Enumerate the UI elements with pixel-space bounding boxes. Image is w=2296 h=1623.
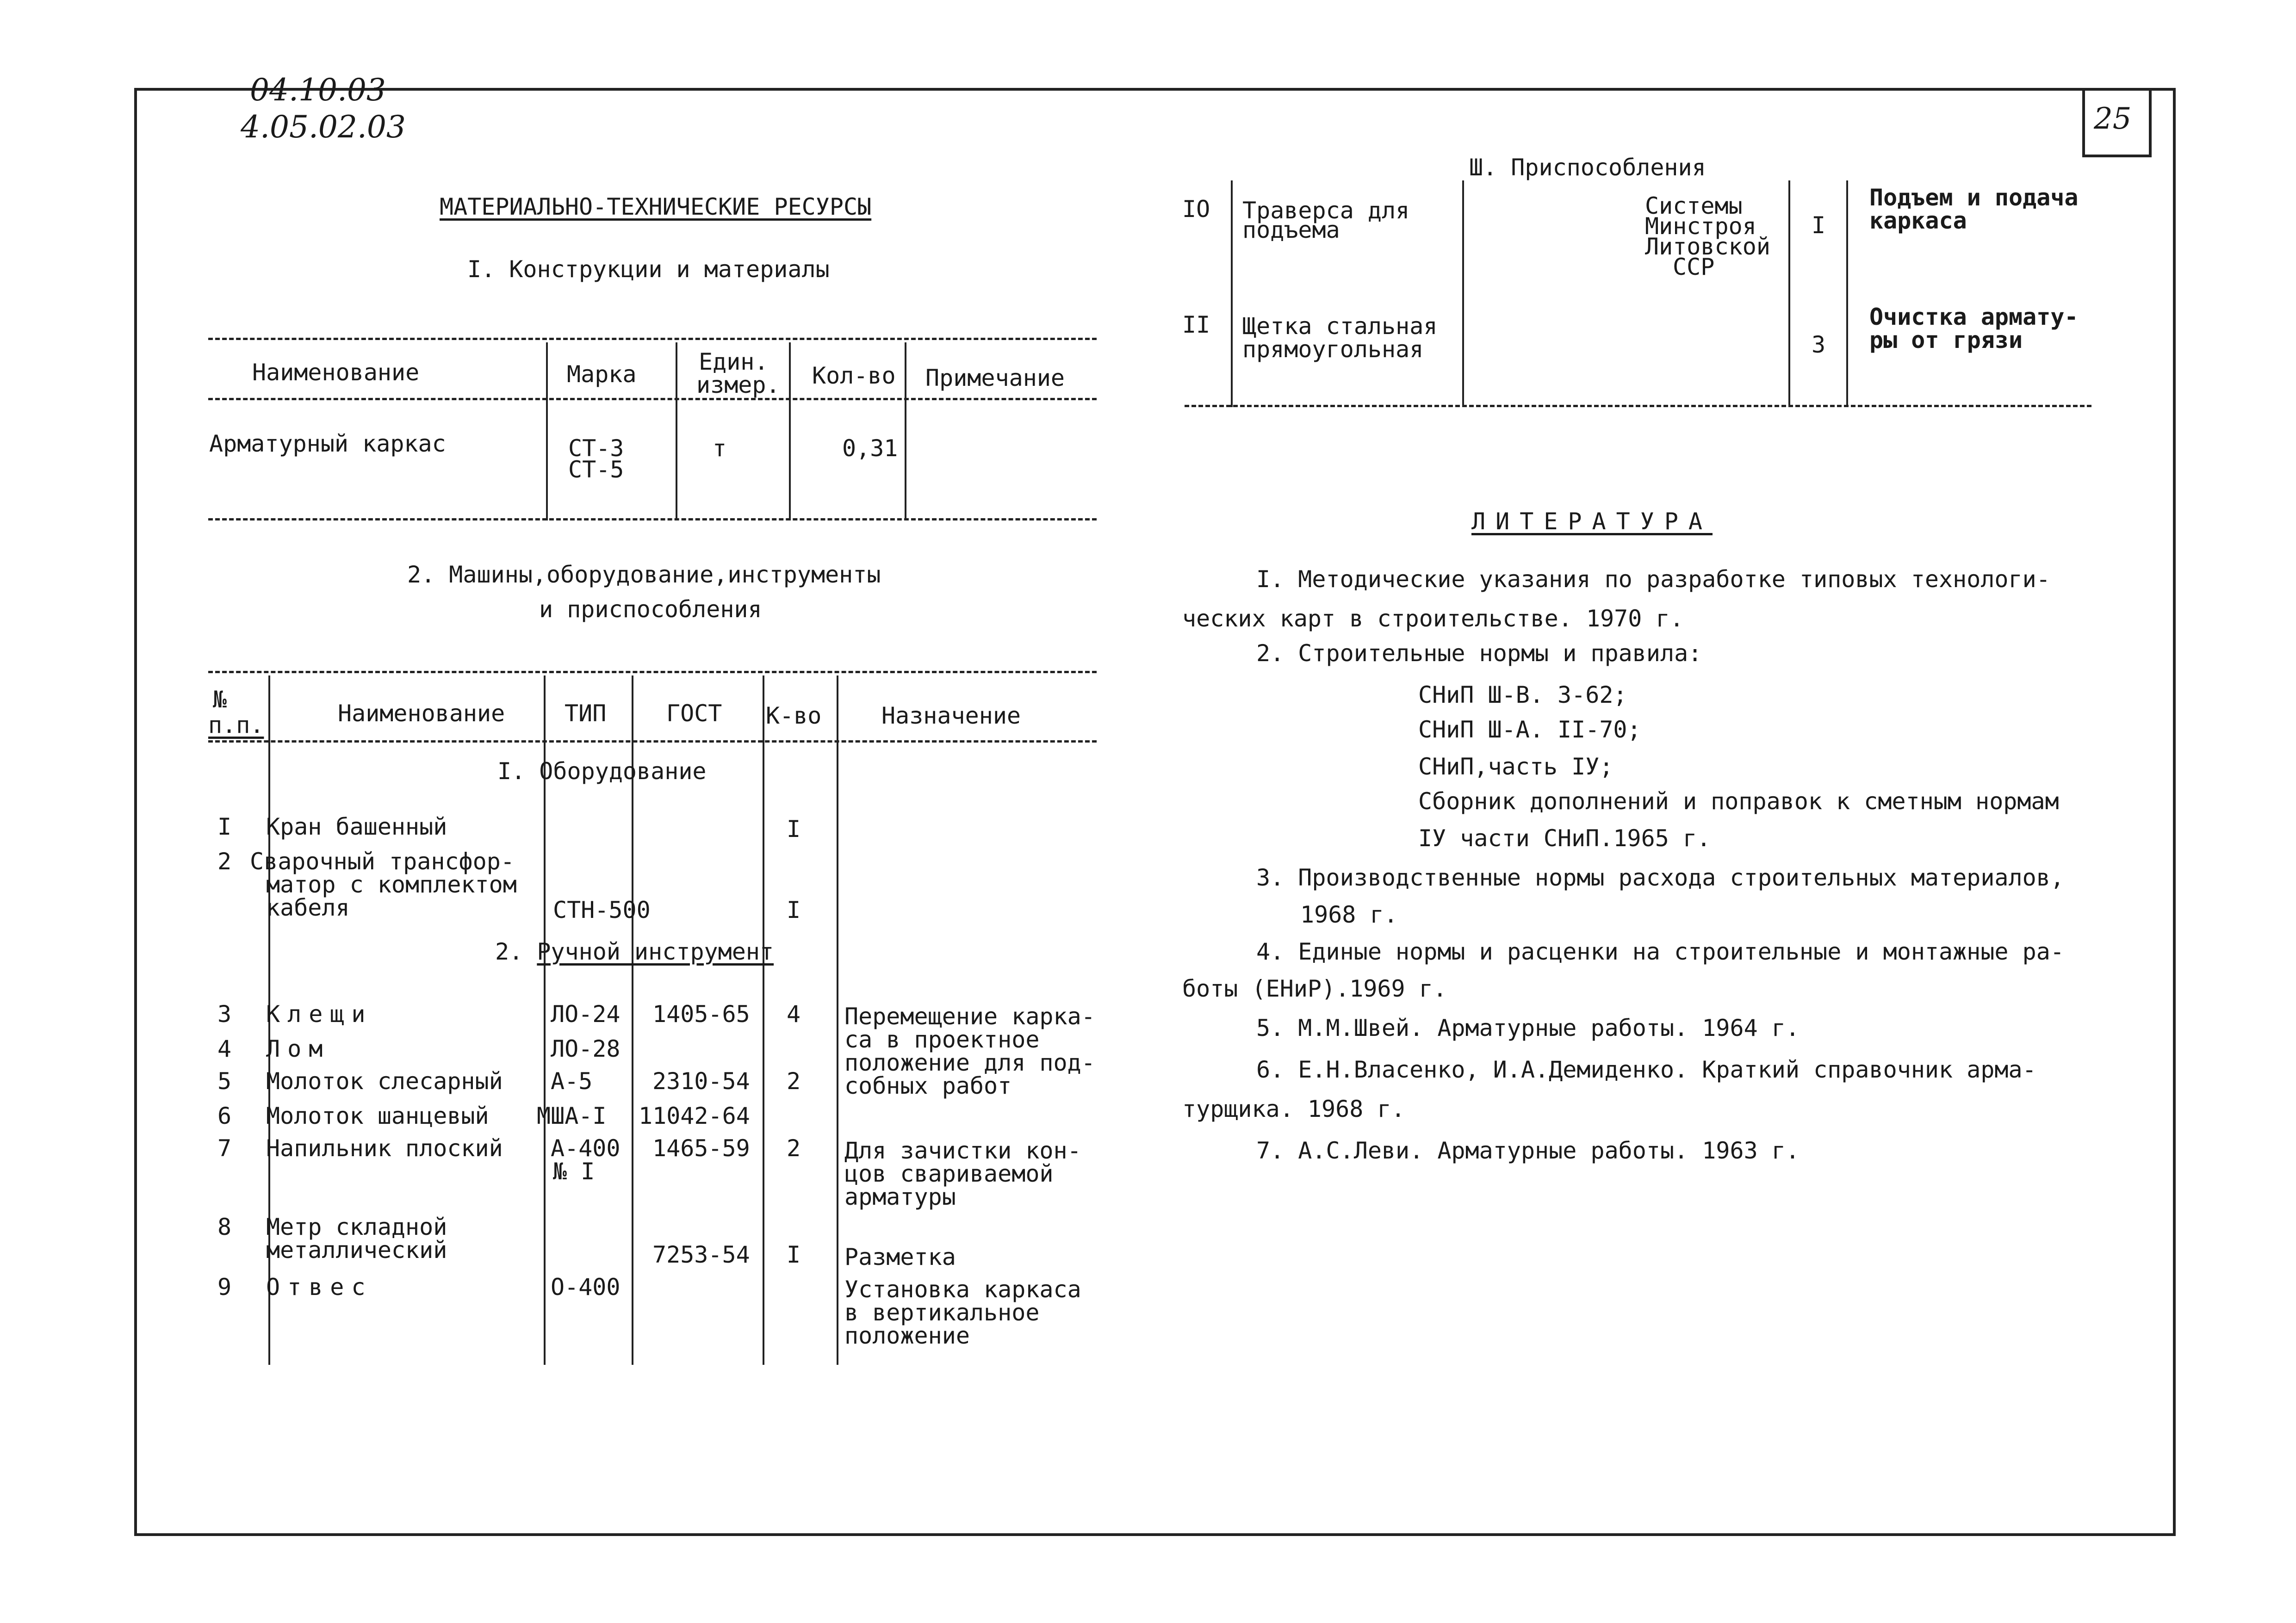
table2-row-gost: 1405-65 [652,1001,750,1028]
table2-row-purpose: положение для под- [844,1049,1095,1076]
table3-row-qty: 3 [1812,331,1826,358]
table2-row-gost: 2310-54 [652,1068,750,1095]
literature-item: турщика. 1968 г. [1182,1096,1405,1122]
doc-code-stamp-2: 4.05.02.03 [241,109,406,145]
literature-item: I. Методические указания по разработке типовых технологи- [1256,566,2050,593]
section1-heading: I. Конструкции и материалы [467,256,830,283]
table3-row-qty: I [1812,212,1826,239]
table2-row-purpose: арматуры [844,1183,956,1210]
literature-item: 5. М.М.Швей. Арматурные работы. 1964 г. [1256,1015,1800,1041]
table3-row-org: Минстроя [1645,213,1756,240]
table2-header-qty: К-во [766,702,822,729]
table2-row-type: ЛО-28 [551,1035,621,1062]
table3-row-name: прямоугольная [1242,336,1424,363]
literature-item: 6. Е.Н.Власенко, И.А.Демиденко. Краткий справочник арма- [1256,1056,2036,1083]
table2-row-name: Кран башенный [266,813,447,840]
table2-header-name: Наименование [338,700,505,727]
table1-header-rule [208,398,1097,400]
table3-row-no: IO [1182,196,1210,223]
table1-header-qty: Кол-во [812,362,896,389]
table2-row-no: 4 [217,1035,232,1062]
literature-item: 1968 г. [1300,901,1398,928]
table3-row-org: Литовской [1645,233,1770,260]
section2-heading: 2. Машины,оборудование,инструменты [407,561,881,588]
table3-row-purpose: каркаса [1869,207,1967,234]
table2-col-line [763,675,764,1365]
table2-row-name: Напильник плоский [266,1135,503,1162]
table2-row-no: 9 [217,1274,232,1301]
table2-header-no: № [213,686,227,713]
table2-row-qty: 2 [787,1068,801,1095]
table2-row-type: СТН-500 [553,897,651,923]
table2-row-purpose: Разметка [844,1244,956,1270]
table3-row-name: Траверса для [1242,197,1410,224]
table2-row-name: металлический [266,1237,447,1264]
table2-row-gost: 7253-54 [652,1241,750,1268]
table1-row-unit: т [713,435,727,462]
table2-header-rule [208,740,1097,743]
table2-header-purpose: Назначение [881,702,1021,729]
literature-heading: ЛИТЕРАТУРА [1471,508,1713,535]
table2-row-no: 7 [217,1135,232,1162]
table3-row-purpose: Очистка армату- [1869,304,2079,330]
table1-row-mark: СТ-3 [568,435,624,462]
literature-item: 7. А.С.Леви. Арматурные работы. 1963 г. [1256,1137,1800,1164]
table2-row-qty: 4 [787,1001,801,1028]
table2-row-gost: 11042-64 [639,1103,750,1129]
table2-row-type: А-400 [551,1135,621,1162]
table2-row-qty: I [787,816,801,842]
table2-row-type: А-5 [551,1068,593,1095]
table3-col-line [1231,180,1233,407]
table2-header-no: п.п. [208,712,264,738]
table1-col-line [546,342,548,520]
table1-row-mark: СТ-5 [568,456,624,483]
table2-row-no: 8 [217,1214,232,1240]
table2-row-no: 2 [217,848,232,875]
table2-row-purpose: Для зачистки кон- [844,1137,1081,1164]
group-heading-hand-tools-text: Ручной инструмент [537,938,774,965]
table1-header-mark: Марка [567,361,637,388]
table1-col-line [676,342,677,520]
table2-row-no: 3 [217,1001,232,1028]
table3-col-line [1788,180,1790,407]
literature-item: СНиП Ш-В. 3-62; [1418,681,1627,708]
literature-item: 2. Строительные нормы и правила: [1256,640,1702,667]
table2-row-name: Отвес [266,1274,373,1301]
table3-row-name: Щетка стальная [1242,313,1438,340]
literature-item: 3. Производственные нормы расхода строительных материалов, [1256,864,2064,891]
literature-item: СНиП Ш-А. II-70; [1418,716,1641,743]
page-title: МАТЕРИАЛЬНО-ТЕХНИЧЕСКИЕ РЕСУРСЫ [440,193,872,220]
table2-row-name: Молоток слесарный [266,1068,503,1095]
section3-heading [1469,155,1706,180]
table1-header-note: Примечание [925,365,1065,391]
group-heading-equipment-text: I. Оборудование [497,758,707,785]
literature-item: СНиП,часть IУ; [1418,753,1613,780]
table2-row-type: О-400 [551,1274,621,1301]
table2-row-purpose: са в проектное [844,1026,1040,1053]
table2-row-qty: I [787,1241,801,1268]
table3-bottom-rule [1185,405,2091,407]
table3-row-org: ССР [1673,254,1715,280]
table2-row-name: Молоток шанцевый [266,1103,489,1129]
table2-top-rule [208,671,1097,673]
table1-row-qty: 0,31 [842,435,898,462]
table2-row-purpose: Перемещение карка- [844,1003,1095,1030]
table2-row-qty: I [787,897,801,923]
section3-heading-text: Ш. Приспособления [1469,154,1706,181]
literature-item: Сборник дополнений и поправок к сметным нормам [1418,788,2059,815]
table1-header-name: Наименование [252,359,420,386]
table1-col-line [905,342,906,520]
table2-row-name: Метр складной [266,1214,447,1240]
table2-row-name: кабеля [266,894,350,921]
table2-row-purpose: цов свариваемой [844,1160,1054,1187]
table2-col-line [837,675,838,1365]
group-heading-prefix: 2. [495,938,523,965]
table2-row-purpose: положение [844,1322,970,1349]
table1-top-rule [208,338,1097,340]
table2-header-gost: ГОСТ [666,700,722,727]
table2-row-name: матор с комплектом [266,871,517,898]
doc-code-stamp-1: 04.10.03 [250,72,386,108]
table3-row-no: II [1182,311,1210,338]
table3-row-purpose: ры от грязи [1869,327,2023,353]
table1-header-unit: Един. [699,348,769,375]
group-heading-hand-tools [495,939,774,964]
literature-item: IУ части СНиП.1965 г. [1418,825,1711,852]
table2-row-gost: 1465-59 [652,1135,750,1162]
table1-header-unit: измер. [696,372,780,398]
table3-col-line [1462,180,1464,407]
table2-row-name: Клещи [266,1001,373,1028]
table2-row-no: I [217,813,232,840]
literature-item: ческих карт в строительстве. 1970 г. [1182,605,1684,632]
table3-row-name: подъема [1242,217,1340,243]
table2-row-name: Сварочный трансфор- [250,848,515,875]
table1-row-name: Арматурный каркас [209,430,446,457]
table2-row-type: МША-I [537,1103,607,1129]
table3-row-org: Системы [1645,192,1743,219]
literature-item: 4. Единые нормы и расценки на строительные и монтажные ра- [1256,938,2064,965]
table2-header-type: ТИП [565,700,607,727]
table2-row-name: Лом [266,1035,330,1062]
table2-row-qty: 2 [787,1135,801,1162]
table1-col-line [789,342,791,520]
section2-heading: и приспособления [539,596,762,623]
table2-row-no: 5 [217,1068,232,1095]
page-number: 25 [2094,102,2132,136]
table1-bottom-rule [208,518,1097,520]
table2-row-purpose: в вертикальное [844,1299,1040,1326]
table2-row-type: № I [553,1158,595,1185]
table2-row-purpose: Установка каркаса [844,1276,1081,1303]
group-heading-equipment [497,759,707,784]
table2-row-no: 6 [217,1103,232,1129]
table3-row-purpose: Подъем и подача [1869,184,2079,211]
table2-row-type: ЛО-24 [551,1001,621,1028]
literature-item: боты (ЕНиР).1969 г. [1182,975,1447,1002]
table2-row-purpose: собных работ [844,1072,1012,1099]
table3-col-line [1846,180,1848,407]
